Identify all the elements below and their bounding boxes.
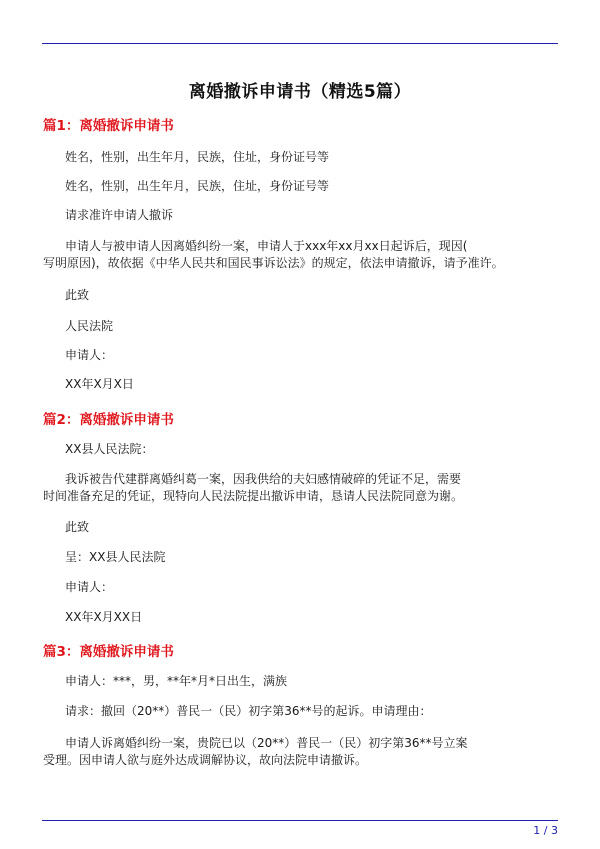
section-2-para-1: XX县人民法院： — [65, 442, 154, 456]
document-title: 离婚撤诉申请书（精选5篇） — [188, 82, 412, 102]
section-2-para-5: 申请人： — [65, 580, 114, 594]
section-1-heading: 篇1：离婚撤诉申请书 — [43, 118, 174, 134]
section-3-para-1: 申请人：***，男，**年*月*日出生，满族 — [65, 674, 288, 688]
section-2-para-2 — [43, 471, 463, 505]
section-3-para-3-line-1: 申请人诉离婚纠纷一案，贵院已以（20**）普民一（民）初字第36**号立案 — [65, 736, 468, 750]
header-rule — [42, 43, 558, 44]
section-1-para-4-line-2: 写明原因)，故依据《中华人民共和国民事诉讼法》的规定，依法申请撤诉，请予准许。 — [43, 256, 504, 270]
section-2-heading: 篇2：离婚撤诉申请书 — [43, 412, 174, 428]
footer-rule — [42, 820, 558, 821]
page-number: 1 / 3 — [533, 824, 558, 837]
section-2-para-6: XX年X月XX日 — [65, 610, 143, 624]
section-3-para-2: 请求：撤回（20**）普民一（民）初字第36**号的起诉。申请理由： — [65, 704, 432, 718]
section-2-para-2-line-2: 时间准备充足的凭证，现特向人民法院提出撤诉申请，恳请人民法院同意为谢。 — [43, 489, 464, 503]
section-1-para-6: 人民法院 — [65, 319, 114, 333]
section-1-para-7: 申请人： — [65, 348, 114, 362]
section-1-para-4-line-1: 申请人与被申请人因离婚纠纷一案，申请人于xxx年xx月xx日起诉后，现因( — [65, 239, 468, 253]
section-1-para-5: 此致 — [65, 288, 90, 302]
section-3-para-3-line-2: 受理。因申请人欲与庭外达成调解协议，故向法院申请撤诉。 — [43, 753, 368, 767]
section-2-para-2-line-1: 我诉被告代建群离婚纠葛一案，因我供给的夫妇感情破碎的凭证不足，需要 — [65, 472, 462, 486]
section-1-para-3: 请求准许申请人撤诉 — [65, 208, 174, 222]
section-3-heading: 篇3：离婚撤诉申请书 — [43, 644, 174, 660]
section-2-para-4: 呈：XX县人民法院 — [65, 550, 166, 564]
section-1-para-1: 姓名，性别，出生年月，民族，住址，身份证号等 — [65, 150, 330, 164]
section-1-para-4 — [43, 238, 504, 272]
section-2-para-3: 此致 — [65, 520, 90, 534]
section-1-para-8: XX年X月X日 — [65, 377, 134, 391]
section-3-para-3 — [43, 735, 468, 769]
section-1-para-2: 姓名，性别，出生年月，民族，住址，身份证号等 — [65, 179, 330, 193]
